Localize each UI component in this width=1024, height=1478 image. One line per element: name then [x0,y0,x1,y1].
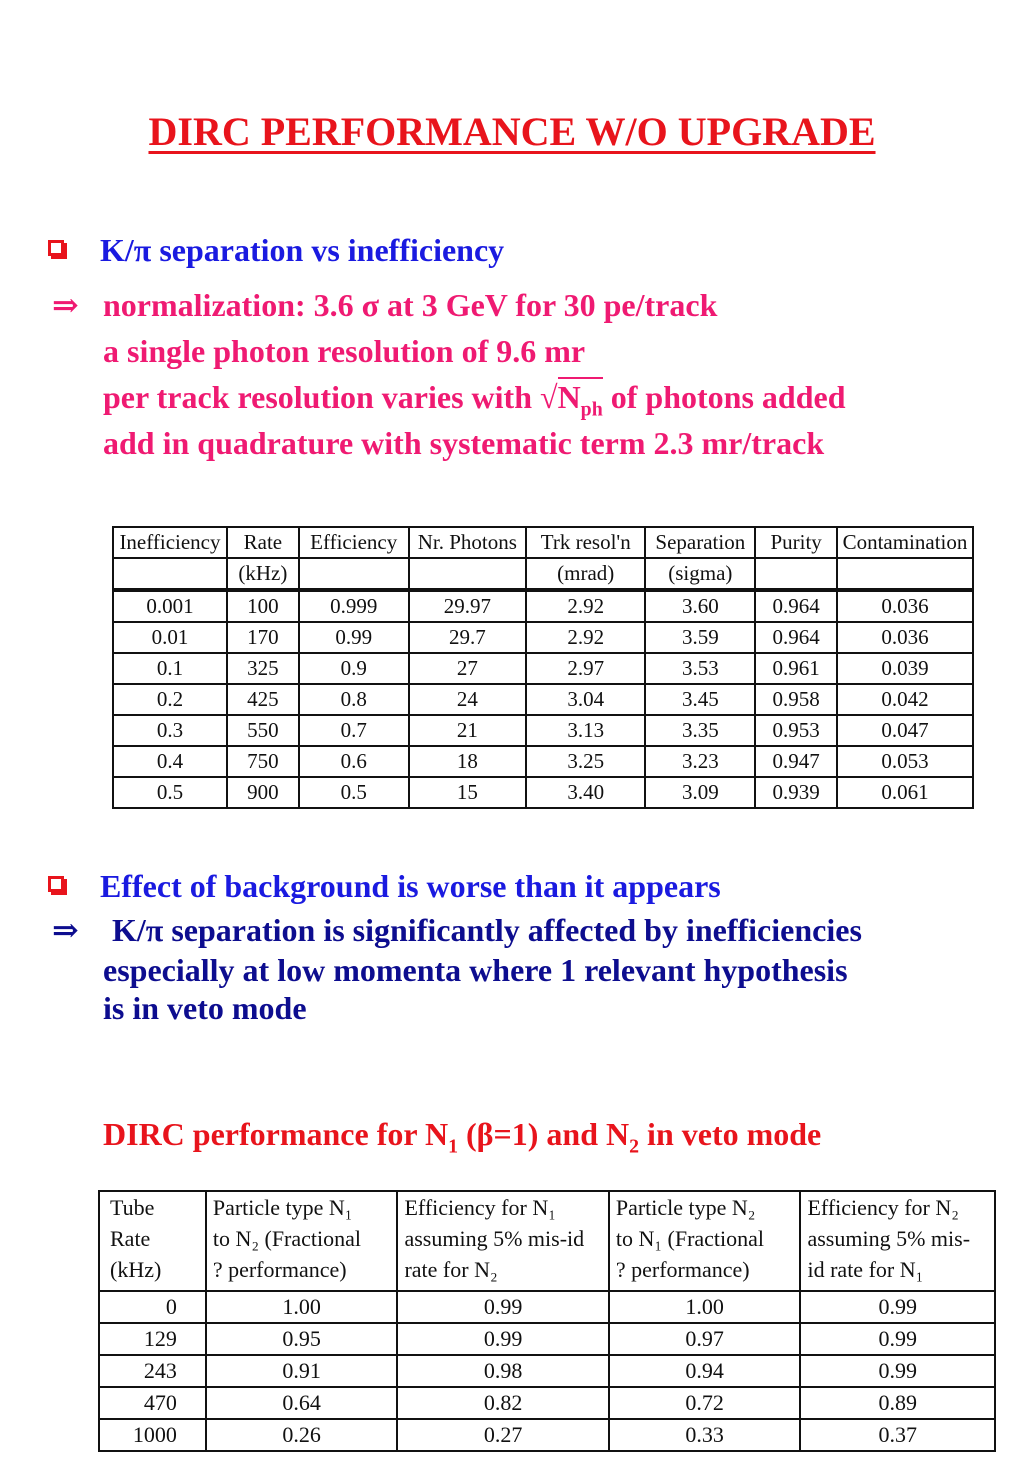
table-cell: 1.00 [609,1291,801,1323]
table-cell: 0.6 [299,746,409,777]
table-cell: 1000 [99,1419,206,1451]
table-cell: 100 [227,590,299,622]
table-cell: 0.964 [755,590,837,622]
table-cell: 0.72 [609,1387,801,1419]
table-cell: 0.999 [299,590,409,622]
sqrt-icon: √ [540,379,558,415]
header-line: to N₂ (Fractional [212,1226,362,1251]
caption-post: in veto mode [639,1116,822,1152]
table-cell: Inefficiency [113,527,227,558]
table-header-cell [397,1191,608,1291]
table-cell: 1.00 [206,1291,398,1323]
header-line: (kHz) [110,1257,162,1282]
table-cell: 0.3 [113,715,227,746]
header-line: rate for N₂ [404,1257,498,1282]
table-cell: 0.99 [299,622,409,653]
table-cell [755,558,837,590]
caption-sub2: 2 [629,1135,640,1158]
table-header-cell [800,1191,995,1291]
table-cell: Trk resol'n [526,527,645,558]
table-cell: 0.036 [837,590,973,622]
table-cell: Contamination [837,527,973,558]
section1-line2: a single photon resolution of 9.6 mr [103,333,586,369]
table-cell: 0.5 [299,777,409,808]
n-symbol: N [557,379,581,415]
caption-sub1: 1 [448,1135,459,1158]
table-cell [837,558,973,590]
table-cell: 0.2 [113,684,227,715]
table-cell: 0.37 [800,1419,995,1451]
table-cell: 0.8 [299,684,409,715]
table-header-cell [99,1191,206,1291]
table-cell: 425 [227,684,299,715]
table-cell: (kHz) [227,558,299,590]
page-title: DIRC PERFORMANCE W/O UPGRADE [148,109,876,154]
table-row [113,715,973,746]
table-header-row [113,527,973,558]
table-cell: 0.82 [397,1387,608,1419]
table-header-cell [609,1191,801,1291]
section2-arrow: ⇒ [52,912,79,948]
table-cell: (mrad) [526,558,645,590]
bullet-box-icon [48,240,64,256]
performance-table [112,526,974,809]
table-cell: 27 [409,653,526,684]
table-row [113,590,973,622]
section1-arrow: ⇒ [52,287,79,323]
table-cell: Rate [227,527,299,558]
header-line: Particle type N₁ [212,1195,353,1220]
table-cell: 3.35 [645,715,755,746]
table-cell: 0.95 [206,1323,398,1355]
table-cell: 170 [227,622,299,653]
table-cell: 15 [409,777,526,808]
table-cell: 0.01 [113,622,227,653]
section2-line2: especially at low momenta where 1 relevant hypothesis [103,952,848,988]
veto-mode-table [98,1190,996,1452]
table-row [99,1323,995,1355]
table-units-row [113,558,973,590]
line3-post: of photons added [602,379,846,415]
table-cell: 0.039 [837,653,973,684]
table-cell: 0.053 [837,746,973,777]
table-cell: 0.953 [755,715,837,746]
table-cell: 3.04 [526,684,645,715]
table-cell: 29.97 [409,590,526,622]
table-cell: Separation [645,527,755,558]
n-subscript: ph [580,398,603,421]
table-cell: 0.4 [113,746,227,777]
table-cell: 0.99 [800,1291,995,1323]
table-cell: 129 [99,1323,206,1355]
table-cell: 2.97 [526,653,645,684]
header-line: Rate [110,1226,151,1251]
table-cell: 3.09 [645,777,755,808]
table-row [99,1419,995,1451]
table-cell: 550 [227,715,299,746]
table-cell: 2.92 [526,622,645,653]
table-row [113,653,973,684]
header-line: Efficiency for N₁ [404,1195,556,1220]
table-cell: 3.13 [526,715,645,746]
header-line: assuming 5% mis- [807,1226,971,1251]
table-cell [113,558,227,590]
table-cell: 0.061 [837,777,973,808]
table-cell: 0.964 [755,622,837,653]
table-cell: 0.958 [755,684,837,715]
table-cell: 3.59 [645,622,755,653]
table-cell: 0.036 [837,622,973,653]
header-line: Efficiency for N₂ [807,1195,959,1220]
table-cell: 0 [99,1291,206,1323]
table-cell: 3.23 [645,746,755,777]
header-line: Particle type N₂ [615,1195,756,1220]
header-line: ? performance) [615,1257,750,1282]
table-cell: 0.27 [397,1419,608,1451]
table-cell: 3.40 [526,777,645,808]
table-cell: 0.64 [206,1387,398,1419]
table-cell: 0.91 [206,1355,398,1387]
table-cell: 2.92 [526,590,645,622]
table-header-cell [206,1191,398,1291]
table-cell: 0.001 [113,590,227,622]
table-cell: 0.5 [113,777,227,808]
table-cell: 325 [227,653,299,684]
table-row [99,1387,995,1419]
header-line: ? performance) [212,1257,347,1282]
table-cell: 0.89 [800,1387,995,1419]
table-row [99,1355,995,1387]
table-cell: Nr. Photons [409,527,526,558]
bullet-box-icon [48,876,64,892]
table-cell: 3.53 [645,653,755,684]
header-line: to N₁ (Fractional [615,1226,765,1251]
table-row [113,684,973,715]
table-cell: 3.60 [645,590,755,622]
table-cell: 0.947 [755,746,837,777]
table-cell: 900 [227,777,299,808]
sqrt-radicand [557,377,603,421]
table-cell: 243 [99,1355,206,1387]
header-line: assuming 5% mis-id [404,1226,585,1251]
table-row [113,622,973,653]
table-cell: 0.047 [837,715,973,746]
table-cell: 0.99 [800,1323,995,1355]
table-cell: 0.97 [609,1323,801,1355]
table-cell: 0.99 [397,1291,608,1323]
table-cell: Efficiency [299,527,409,558]
caption-pre: DIRC performance for N [103,1116,449,1152]
table-cell: 0.33 [609,1419,801,1451]
table-cell: 0.94 [609,1355,801,1387]
table-cell: 0.99 [397,1323,608,1355]
table-cell: 0.7 [299,715,409,746]
table-cell: (sigma) [645,558,755,590]
table-cell: 0.1 [113,653,227,684]
table-row [99,1291,995,1323]
table-cell [409,558,526,590]
header-line: id rate for N₁ [807,1257,924,1282]
table-cell: 0.9 [299,653,409,684]
section2-heading: Effect of background is worse than it appears [100,868,721,904]
table-cell: 0.99 [800,1355,995,1387]
table-cell [299,558,409,590]
table-cell: 18 [409,746,526,777]
table-cell: 3.25 [526,746,645,777]
caption-mid: (β=1) and N [458,1116,630,1152]
table-cell: 0.98 [397,1355,608,1387]
section2-line3: is in veto mode [103,990,307,1026]
table-row [113,777,973,808]
table-cell: 750 [227,746,299,777]
table-cell: 29.7 [409,622,526,653]
section2-line1: K/π separation is significantly affected by inefficiencies [112,912,862,948]
table-cell: 21 [409,715,526,746]
table-cell: 0.961 [755,653,837,684]
header-line: Tube [110,1195,155,1220]
section1-line4: add in quadrature with systematic term 2.3 mr/track [103,425,825,461]
table-cell: 3.45 [645,684,755,715]
table-cell: 24 [409,684,526,715]
table-header-row [99,1191,995,1291]
table-cell: 470 [99,1387,206,1419]
table-cell: 0.939 [755,777,837,808]
section1-line1: normalization: 3.6 σ at 3 GeV for 30 pe/track [103,287,718,323]
table-cell: 0.26 [206,1419,398,1451]
section1-heading: K/π separation vs inefficiency [100,232,505,268]
table-cell: 0.042 [837,684,973,715]
table-row [113,746,973,777]
line3-pre: per track resolution varies with [103,379,540,415]
table2-caption [103,1116,821,1158]
table-cell: Purity [755,527,837,558]
